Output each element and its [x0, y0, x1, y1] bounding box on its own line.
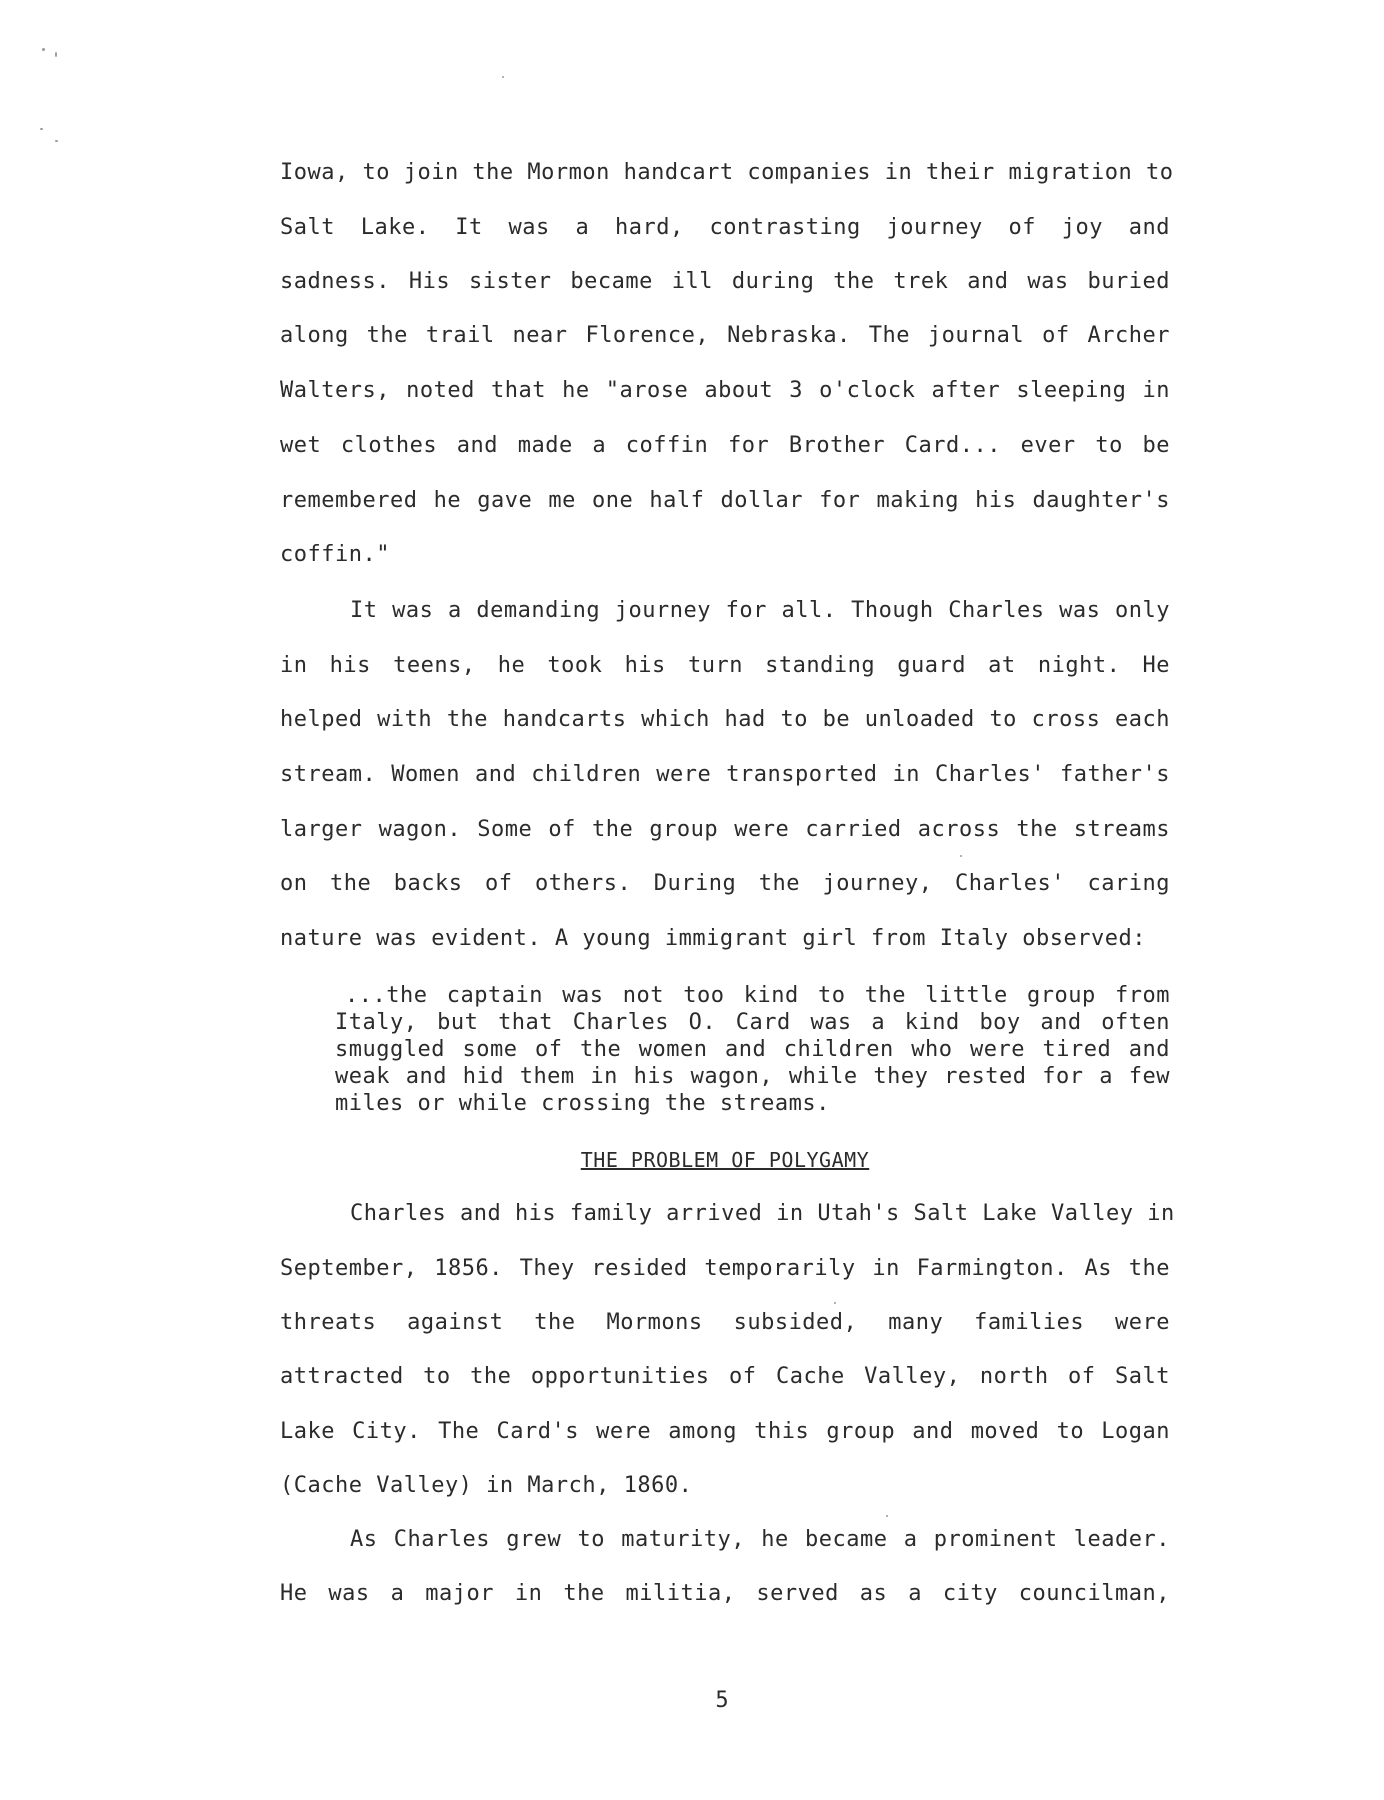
- text-line: stream. Women and children were transported in Charles' father's: [280, 762, 1170, 787]
- quote-line: weak and hid them in his wagon, while they rested for a few: [335, 1064, 1170, 1089]
- text-line: Lake City. The Card's were among this group and moved to Logan: [280, 1419, 1170, 1444]
- scan-speck: [960, 855, 962, 857]
- text-line: attracted to the opportunities of Cache Valley, north of Salt: [280, 1364, 1170, 1389]
- section-heading: THE PROBLEM OF POLYGAMY: [580, 1148, 870, 1172]
- text-line: remembered he gave me one half dollar for making his daughter's: [280, 488, 1170, 513]
- text-line: threats against the Mormons subsided, many families were: [280, 1310, 1170, 1335]
- scan-speck: [40, 128, 43, 130]
- text-line: As Charles grew to maturity, he became a prominent leader.: [350, 1527, 1170, 1552]
- text-line: September, 1856. They resided temporarily in Farmington. As the: [280, 1256, 1170, 1281]
- text-line: Salt Lake. It was a hard, contrasting journey of joy and: [280, 215, 1170, 240]
- quote-line: miles or while crossing the streams.: [335, 1091, 830, 1116]
- scan-speck: [502, 76, 504, 78]
- text-line: along the trail near Florence, Nebraska. The journal of Archer: [280, 323, 1170, 348]
- quote-line: smuggled some of the women and children who were tired and: [335, 1037, 1170, 1062]
- quote-line: Italy, but that Charles O. Card was a kind boy and often: [335, 1010, 1170, 1035]
- quote-line: ...the captain was not too kind to the little group from: [345, 983, 1170, 1008]
- text-line: in his teens, he took his turn standing guard at night. He: [280, 653, 1170, 678]
- scan-speck: [886, 1515, 888, 1517]
- text-line: It was a demanding journey for all. Though Charles was only: [350, 598, 1170, 623]
- scan-speck: [42, 48, 45, 51]
- text-line: larger wagon. Some of the group were carried across the streams: [280, 817, 1170, 842]
- text-line: coffin.": [280, 542, 390, 567]
- scan-speck: [55, 52, 57, 57]
- text-line: Walters, noted that he "arose about 3 o'clock after sleeping in: [280, 378, 1170, 403]
- text-line: (Cache Valley) in March, 1860.: [280, 1473, 693, 1498]
- text-line: He was a major in the militia, served as a city councilman,: [280, 1581, 1170, 1606]
- text-line: Iowa, to join the Mormon handcart companies in their migration to: [280, 160, 1174, 185]
- scan-speck: [834, 1302, 836, 1304]
- text-line: Charles and his family arrived in Utah's Salt Lake Valley in: [350, 1201, 1175, 1226]
- text-line: on the backs of others. During the journey, Charles' caring: [280, 871, 1170, 896]
- scan-speck: [55, 140, 58, 142]
- text-line: helped with the handcarts which had to be unloaded to cross each: [280, 707, 1170, 732]
- text-line: nature was evident. A young immigrant girl from Italy observed:: [280, 926, 1146, 951]
- page-number: 5: [715, 1688, 729, 1713]
- text-line: wet clothes and made a coffin for Brother Card... ever to be: [280, 433, 1170, 458]
- text-line: sadness. His sister became ill during the trek and was buried: [280, 269, 1170, 294]
